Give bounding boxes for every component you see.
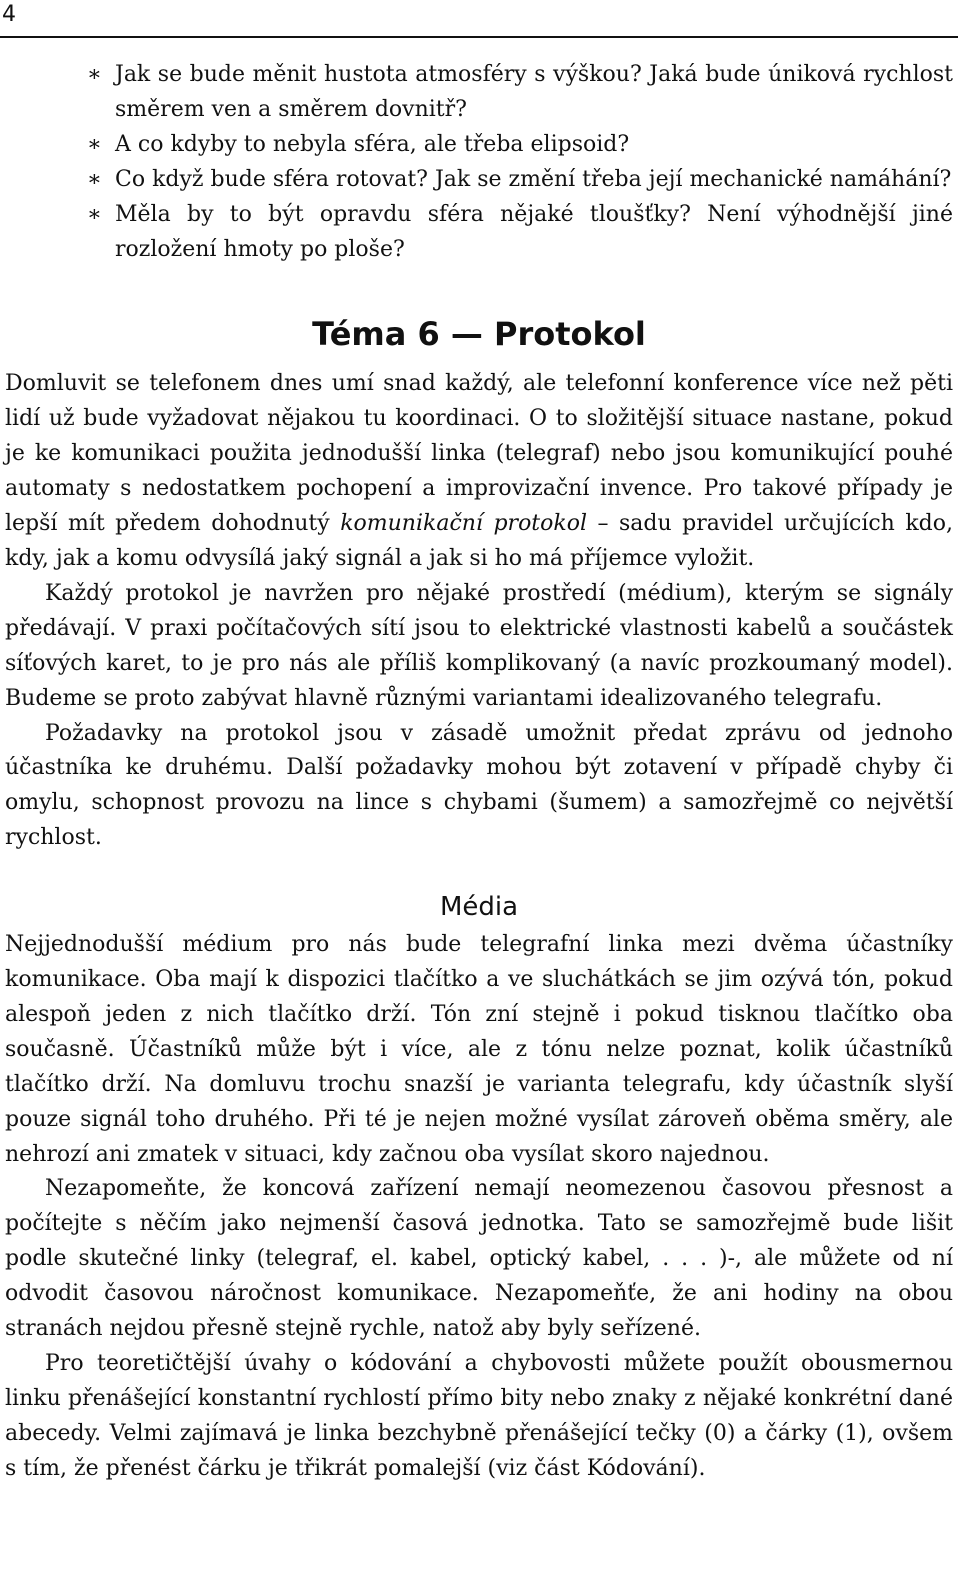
paragraph-text: Domluvit se telefonem dnes umí snad každý, ale telefonní konference více než pěti lidí už bude vyžadovat nějakou tu koordinaci. O to složitější situace nastane, pokud je ke komunikaci použita jednodušší linka (telegraf) nebo jsou komunikující pouhé automaty s nedostatkem pochopení a improvizační invence. Pro takové případy je lepší mít předem dohodnutý xyxy=(5,371,953,537)
question-list xyxy=(5,58,953,267)
list-item-text: Co když bude sféra rotovat? Jak se změní třeba její mechanické namáhání? xyxy=(115,166,952,192)
list-item-text: A co kdyby to nebyla sféra, ale třeba elipsoid? xyxy=(115,131,630,157)
list-item-text: Měla by to být opravdu sféra nějaké tloušťky? Není výhodnější jiné rozložení hmoty po ploše? xyxy=(115,201,953,262)
section-title: Téma 6 — Protokol xyxy=(312,315,646,354)
list-item xyxy=(87,128,953,163)
subsection-title: Média xyxy=(439,892,519,923)
paragraph: Nejjednodušší médium pro nás bude telegrafní linka mezi dvěma účastníky komunikace. Oba mají k dispozici tlačítko a ve sluchátkách se jim ozývá tón, pokud alespoň jeden z nich tlačítko drží. Tón zní stejně i pokud tisknou tlačítko oba současně. Účastníků může být i více, ale z tónu nelze poznat, kolik účastníků tlačítko drží. Na domluvu trochu snazší je varianta telegrafu, kdy účastník slyší pouze signál toho druhého. Při té je nejen možné vysílat zároveň oběma směry, ale nehrozí ani zmatek v situaci, kdy začnou oba vysílat skoro najednou. xyxy=(5,932,953,1167)
paragraph: Požadavky na protokol jsou v zásadě umožnit předat zprávu od jednoho účastníka ke druhému. Další požadavky mohou být zotavení v případě chyby či omylu, schopnost provozu na lince s chybami (šumem) a samozřejmě co největší rychlost. xyxy=(5,720,953,851)
paragraph-text: – sadu pravidel určujících kdo, kdy, jak a komu odvysílá jaký signál a jak si ho má příjemce vyložit. xyxy=(5,511,953,571)
paragraph: Pro teoretičtější úvahy o kódování a chybovosti můžete použít obousmernou linku přenášející konstantní rychlostí přímo bity nebo znaky z nějaké konkrétní dané abecedy. Velmi zajímavá je linka bezchybně přenášející tečky (0) a čárky (1), ovšem s tím, že přenést čárku je třikrát pomalejší (viz část Kódování). xyxy=(5,1351,953,1481)
list-item xyxy=(87,58,953,128)
list-item xyxy=(87,163,953,198)
paragraph: Každý protokol je navržen pro nějaké prostředí (médium), kterým se signály předávají. V praxi počítačových sítí jsou to elektrické vlastnosti kabelů a součástek síťových karet, to je pro nás ale příliš komplikovaný (a navíc prozkoumaný model). Budeme se proto zabývat hlavně různými variantami idealizovaného telegrafu. xyxy=(5,580,953,711)
list-item-text: Jak se bude měnit hustota atmosféry s výškou? Jaká bude úniková rychlost směrem ven a směrem dovnitř? xyxy=(115,62,953,122)
bullet-marker: ∗ xyxy=(87,166,102,192)
bullet-marker: ∗ xyxy=(87,201,102,227)
bullet-marker: ∗ xyxy=(87,62,102,87)
paragraph: Nezapomeňte, že koncová zařízení nemají neomezenou časovou přesnost a počítejte s něčím jako nejmenší časová jednotka. Tato se samozřejmě bude lišit podle skutečné linky (telegraf, el. kabel, optický kabel, . . . )-, ale můžete od ní odvodit časovou náročnost komunikace. Nezapomeňťe, že ani hodiny na obou stranách nejdou přesně stejně rychle, natož aby byly seřízené. xyxy=(5,1176,953,1342)
page-content xyxy=(5,58,953,1487)
emphasized-term: komunikační protokol xyxy=(340,511,588,537)
bullet-marker: ∗ xyxy=(87,131,102,157)
page-number: 4 xyxy=(2,2,16,27)
paragraph xyxy=(5,367,953,576)
list-item xyxy=(87,198,953,268)
header-rule xyxy=(0,36,958,38)
